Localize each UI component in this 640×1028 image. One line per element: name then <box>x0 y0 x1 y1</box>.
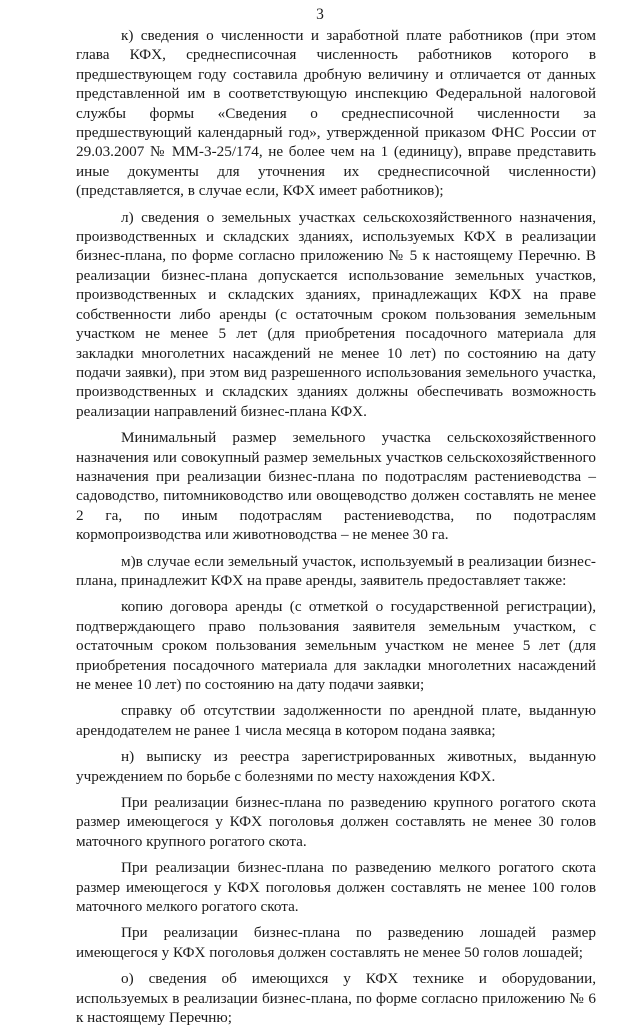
paragraph-n-animal-registry: н) выписку из реестра зарегистрированных животных, выданную учреждением по борьбе с болезнями по месту нахождения КФХ. <box>76 748 596 785</box>
paragraph-l-land-plots: л) сведения о земельных участках сельскохозяйственного назначения, производственных и складских зданиях, используемых КФХ в реализации бизнес-плана, по форме согласно приложению № 5 к настоящему Перечню. В реализации бизнес-плана допускается использование земельных участков, производственных и складских зданиях, принадлежащих КФХ на праве собственности либо аренды (с остаточным сроком пользования земельным участком не менее 5 лет (для приобретения посадочного материала для закладки многолетних насаждений не менее 10 лет) по состоянию на дату подачи заявки), при этом вид разрешенного использования земельного участка, производственных и складских зданиях должны обеспечивать возможность реализации направлений бизнес-плана КФХ. <box>76 208 596 420</box>
page-number: 3 <box>316 6 324 23</box>
paragraph-horses-requirement: При реализации бизнес-плана по разведению лошадей размер имеющегося у КФХ поголовья должен составлять не менее 50 голов лошадей; <box>76 924 596 961</box>
paragraph-minimum-land-size: Минимальный размер земельного участка сельскохозяйственного назначения или совокупный размер земельных участков сельскохозяйственного назначения при реализации бизнес-плана по подотраслям растениеводства – садоводство, питомниководство или овощеводство должен составлять не менее 2 га, по иным подотраслям растениеводства, по подотраслям кормопроизводства или животноводства – не менее 30 га. <box>76 429 596 544</box>
paragraph-small-livestock-requirement: При реализации бизнес-плана по разведению мелкого рогатого скота размер имеющегося у КФХ поголовья должен составлять не менее 100 голов маточного мелкого рогатого скота. <box>76 859 596 916</box>
paragraph-o-equipment-info: о) сведения об имеющихся у КФХ технике и оборудовании, используемых в реализации бизнес-плана, по форме согласно приложению № 6 к настоящему Перечню; <box>76 970 596 1027</box>
paragraph-cattle-requirement: При реализации бизнес-плана по разведению крупного рогатого скота размер имеющегося у КФХ поголовья должен составлять не менее 30 голов маточного крупного рогатого скота. <box>76 794 596 850</box>
paragraph-rent-debt-certificate: справку об отсутствии задолженности по арендной плате, выданную арендодателем не ранее 1 числа месяца в котором подана заявка; <box>76 702 596 739</box>
paragraph-lease-contract-copy: копию договора аренды (с отметкой о государственной регистрации), подтверждающего право пользования заявителя земельным участком, с остаточным сроком пользования земельным участком не менее 5 лет (для приобретения посадочного материала для закладки многолетних насаждений не менее 10 лет) по состоянию на дату подачи заявки; <box>76 598 596 693</box>
paragraph-k-employee-info: к) сведения о численности и заработной плате работников (при этом глава КФХ, среднесписочная численность работников которого в предшествующем году составила дробную величину и отличается от данных представленной им в соответствующую инспекцию Федеральной налоговой службы формы «Сведения о среднесписочной численности за предшествующий календарный год», утвержденной приказом ФНС России от 29.03.2007 № ММ-3-25/174, не более чем на 1 (единицу), вправе представить иные документы для уточнения их среднесписочной численности) (представляется, в случае если, КФХ имеет работников); <box>76 27 596 200</box>
paragraph-m-lease-case: м)в случае если земельный участок, используемый в реализации бизнес-плана, принадлежит КФХ на праве аренды, заявитель предоставляет также: <box>76 552 596 589</box>
document-body <box>76 26 596 1028</box>
